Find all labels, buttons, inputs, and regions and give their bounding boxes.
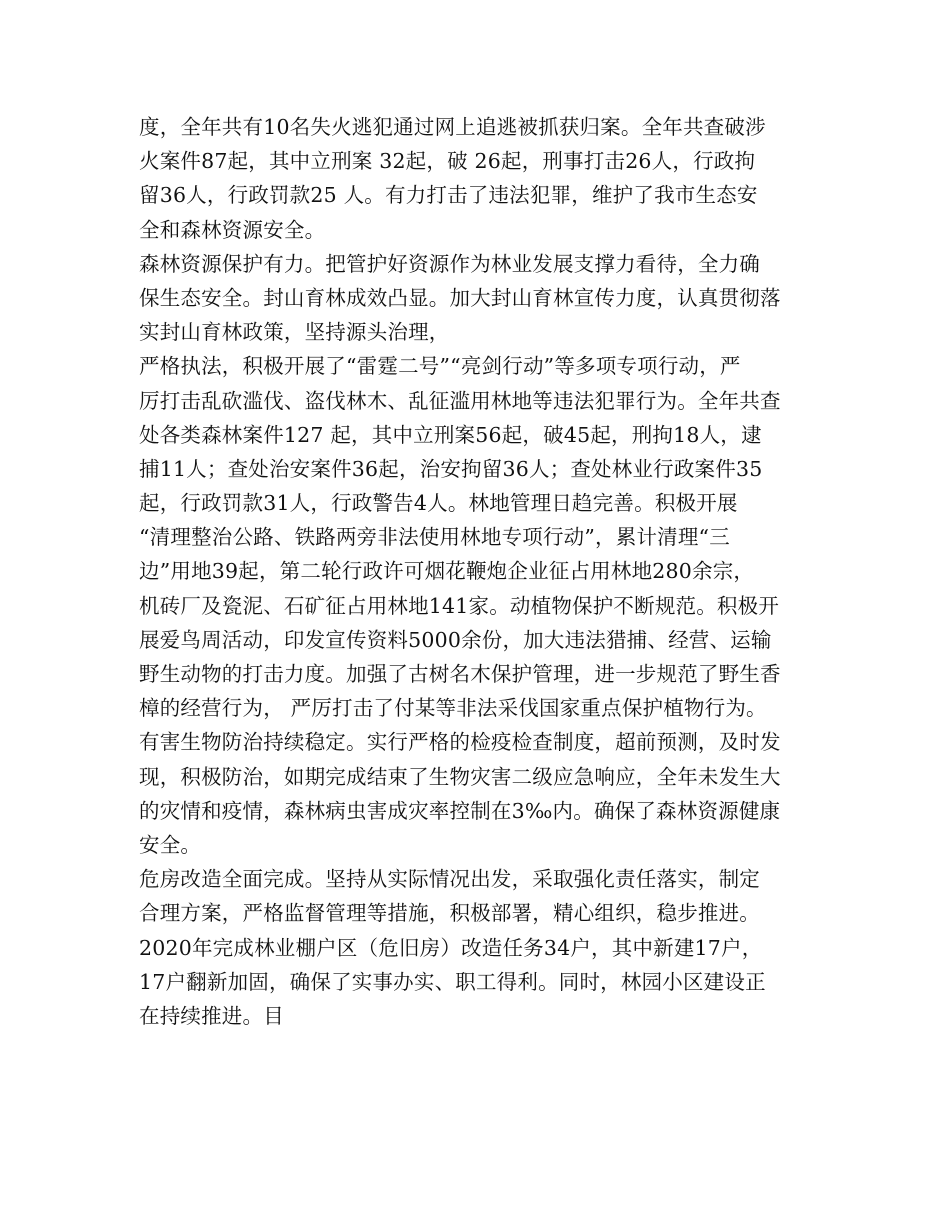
text-line: 实封山育林政策，坚持源头治理， [139, 320, 450, 345]
text-line: 17户翻新加固，确保了实事办实、职工得利。同时，林园小区建设正 [139, 969, 766, 994]
text-line: 野生动物的打击力度。加强了古树名木保护管理，进一步规范了野生香 [139, 662, 781, 686]
text-line: 的灾情和疫情，森林病虫害成灾率控制在3‰内。确保了森林资源健康 [139, 798, 781, 823]
text-line: 2020年完成林业棚户区（危旧房）改造任务34户，其中新建17户， [139, 935, 763, 960]
text-line: 捕11人；查处治安案件36起，治安拘留36人；查处林业行政案件35 [139, 456, 763, 481]
text-line: 留36人，行政罚款25 人。有力打击了违法犯罪，维护了我市生态安 [139, 183, 758, 208]
text-line: 在持续推进。目 [139, 1003, 284, 1028]
text-line: 樟的经营行为， 严厉打击了付某等非法采伐国家重点保护植物行为。 [139, 696, 767, 721]
text-line: 合理方案，严格监督管理等措施，积极部署，精心组织，稳步推进。 [139, 901, 760, 926]
text-line: 现，积极防治，如期完成结束了生物灾害二级应急响应，全年未发生大 [139, 764, 781, 789]
text-line: 保生态安全。封山育林成效凸显。加大封山育林宣传力度，认真贯彻落 [139, 285, 781, 310]
text-line: 严格执法，积极开展了“雷霆二号”“亮剑行动”等多项专项行动，严 [139, 354, 741, 379]
text-line: 森林资源保护有力。把管护好资源作为林业发展支撑力看待，全力确 [139, 251, 760, 276]
text-line: 安全。 [139, 832, 202, 857]
document-body-text [139, 110, 839, 1033]
text-line: 度，全年共有10名失火逃犯通过网上追逃被抓获归案。全年共查破涉 [139, 115, 766, 139]
text-line: 有害生物防治持续稳定。实行严格的检疫检查制度，超前预测，及时发 [139, 730, 781, 755]
text-line: 全和森林资源安全。 [139, 217, 326, 242]
text-line: 边”用地39起，第二轮行政许可烟花鞭炮企业征占用林地280余宗， [139, 559, 755, 584]
text-line: 起，行政罚款31人，行政警告4人。林地管理日趋完善。积极开展 [139, 491, 738, 516]
text-line: “清理整治公路、铁路两旁非法使用林地专项行动”，累计清理“三 [139, 525, 730, 550]
text-line: 机砖厂及瓷泥、石矿征占用林地141家。动植物保护不断规范。积极开 [139, 593, 780, 618]
text-line: 厉打击乱砍滥伐、盗伐林木、乱征滥用林地等违法犯罪行为。全年共查 [139, 388, 781, 413]
text-line: 处各类森林案件127 起，其中立刑案56起，破45起，刑拘18人，逮 [139, 422, 762, 447]
text-line: 展爱鸟周活动，印发宣传资料5000余份，加大违法猎捕、经营、运输 [139, 627, 772, 652]
text-line: 火案件87起，其中立刑案 32起，破 26起，刑事打击26人，行政拘 [139, 149, 756, 174]
text-line: 危房改造全面完成。坚持从实际情况出发，采取强化责任落实，制定 [139, 867, 760, 892]
